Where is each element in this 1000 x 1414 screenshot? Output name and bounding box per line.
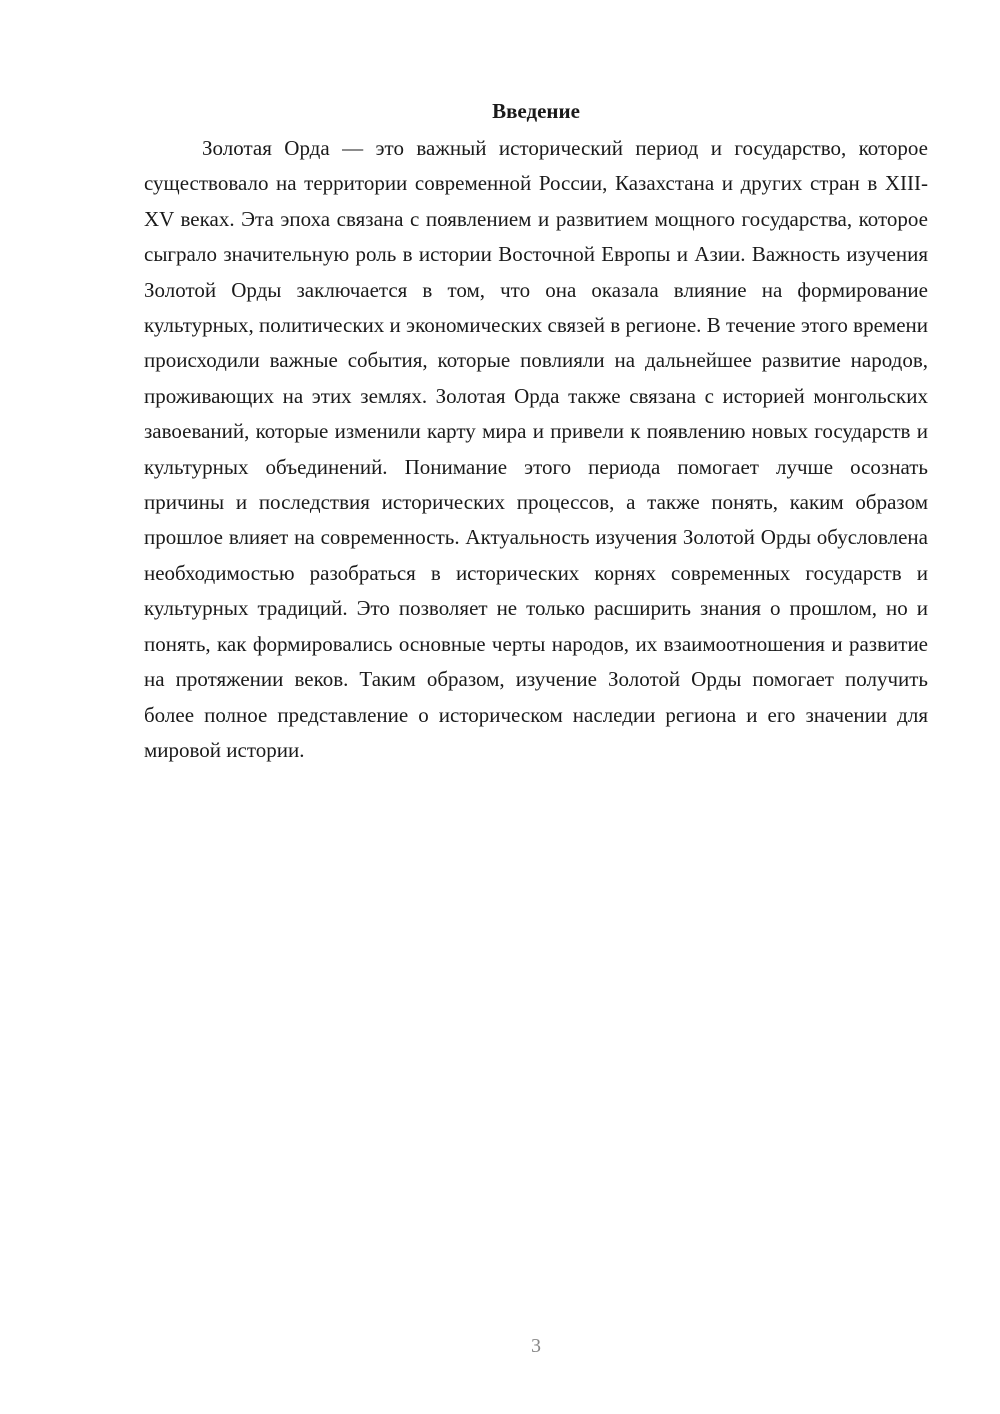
body-paragraph: Золотая Орда — это важный исторический период и государство, которое существовало на территории современной России, Казахстана и других стран в XIII-XV веках. Эта эпоха связана с появлением и развитием мощного государства, которое сыграло значительную роль в истории Восточной Европы и Азии. Важность изучения Золотой Орды заключается в том, что она оказала влияние на формирование культурных, политических и экономических связей в регионе. В течение этого времени происходили важные события, которые повлияли на дальнейшее развитие народов, проживающих на этих землях. Золотая Орда также связана с историей монгольских завоеваний, которые изменили карту мира и привели к появлению новых государств и культурных объединений. Понимание этого периода помогает лучше осознать причины и последствия исторических процессов, а также понять, каким образом прошлое влияет на современность. Актуальность изучения Золотой Орды обусловлена необходимостью разобраться в исторических корнях современных государств и культурных традиций. Это позволяет не только расширить знания о прошлом, но и понять, как формировались основные черты народов, их взаимоотношения и развитие на протяжении веков. Таким образом, изучение Золотой Орды помогает получить более полное представление о историческом наследии региона и его значении для мировой истории.	[144, 136, 928, 762]
page-number: 3	[531, 1335, 541, 1357]
page-content	[144, 96, 928, 768]
section-heading: Введение	[492, 99, 580, 123]
